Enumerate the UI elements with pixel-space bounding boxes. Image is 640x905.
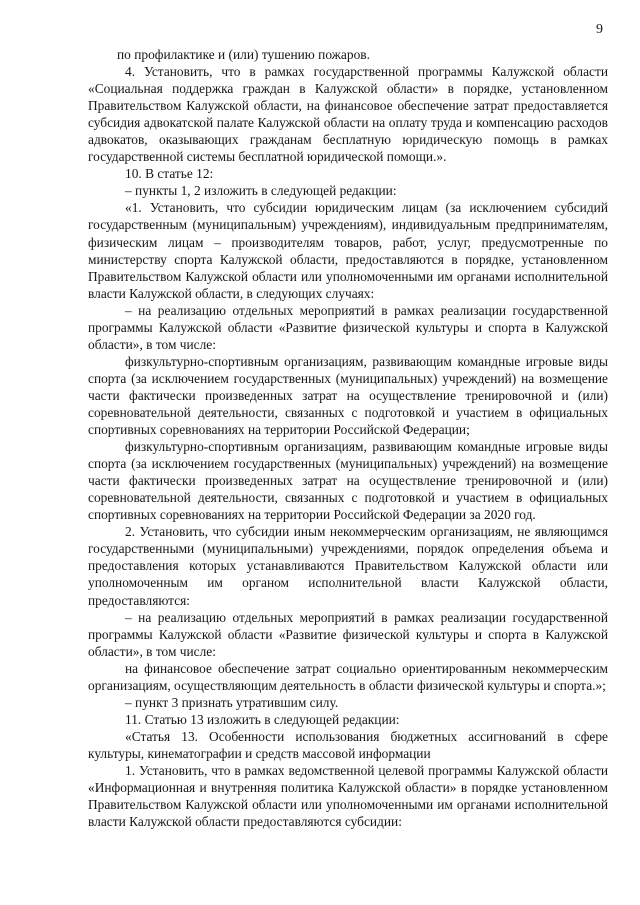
paragraph-points-1-2: – пункты 1, 2 изложить в следующей редакции: [125,183,397,199]
paragraph-sport-program-2: – на реализацию отдельных мероприятий в рамках реализации государственной программы Калужской области «Развитие физической культуры и спорта в Калужской области», в том числе: [88,609,608,659]
page-number: 9 [596,22,603,37]
paragraph-nko-financing: на финансовое обеспечение затрат социально ориентированным некоммерческим организациям, осуществляющим деятельность в области физической культуры и спорта.»; [88,660,608,693]
document-body [88,46,608,830]
paragraph-section-10: 10. В статье 12: [125,166,214,182]
paragraph-article-13-item-1: 1. Установить, что в рамках ведомственной целевой программы Калужской области «Информационная и внутренняя политика Калужской области» в порядке установленном Правительством Калужской области или уполномоченными им органами исполнительной власти Калужской области предоставляются субсидии: [88,762,608,830]
paragraph-item-1-quote: «1. Установить, что субсидии юридическим лицам (за исключением субсидий государственным (муниципальным) учреждениям), индивидуальным предпринимателям, физическим лицам – производителям товаров, работ, услуг, предусмотренные по министерству спорта Калужской области, предоставляются в порядке, установленном Правительством Калужской области или уполномоченными им органами исполнительной власти Калужской области, в следующих случаях: [88,200,608,301]
paragraph-sport-orgs-1: физкультурно-спортивным организациям, развивающим командные игровые виды спорта (за исключением государственных (муниципальных) учреждений) на возмещение части фактически произведенных затрат на осуществление тренировочной и (или) соревновательной деятельности, связанных с подготовкой и участием в официальных спортивных соревнованиях на территории Российской Федерации; [88,353,608,438]
paragraph-sport-orgs-2020: физкультурно-спортивным организациям, развивающим командные игровые виды спорта (за исключением государственных (муниципальных) учреждений) на возмещение части фактически произведенных затрат на осуществление тренировочной и (или) соревновательной деятельности, связанных с подготовкой и участием в официальных спортивных соревнованиях на территории Российской Федерации за 2020 год. [88,439,608,523]
paragraph-section-11: 11. Статью 13 изложить в следующей редакции: [125,711,400,727]
paragraph-fire-prevention-end: по профилактике и (или) тушению пожаров. [117,47,370,62]
paragraph-point-3-void: – пункт 3 признать утратившим силу. [125,694,339,710]
paragraph-sport-program: – на реализацию отдельных мероприятий в рамках реализации государственной программы Калужской области «Развитие физической культуры и спорта в Калужской области», в том числе: [88,302,608,352]
paragraph-item-4: 4. Установить, что в рамках государственной программы Калужской области «Социальная поддержка граждан в Калужской области» в порядке, установленном Правительством Калужской области, на финансовое обеспечение затрат предоставляется субсидия адвокатской палате Калужской области на оплату труда и компенсацию расходов адвокатов, оказывающих гражданам бесплатную юридическую помощь в рамках государственной системы бесплатной юридической помощи.». [88,64,608,165]
paragraph-article-13-title: «Статья 13. Особенности использования бюджетных ассигнований в сфере культуры, кинематографии и средств массовой информации [88,728,608,761]
paragraph-item-2: 2. Установить, что субсидии иным некоммерческим организациям, не являющимся государственными (муниципальными) учреждениями, порядок определения объема и предоставления которых устанавливаются Правительством Калужской области или уполномоченным им органом исполнительной власти Калужской области, предоставляются: [88,524,608,608]
